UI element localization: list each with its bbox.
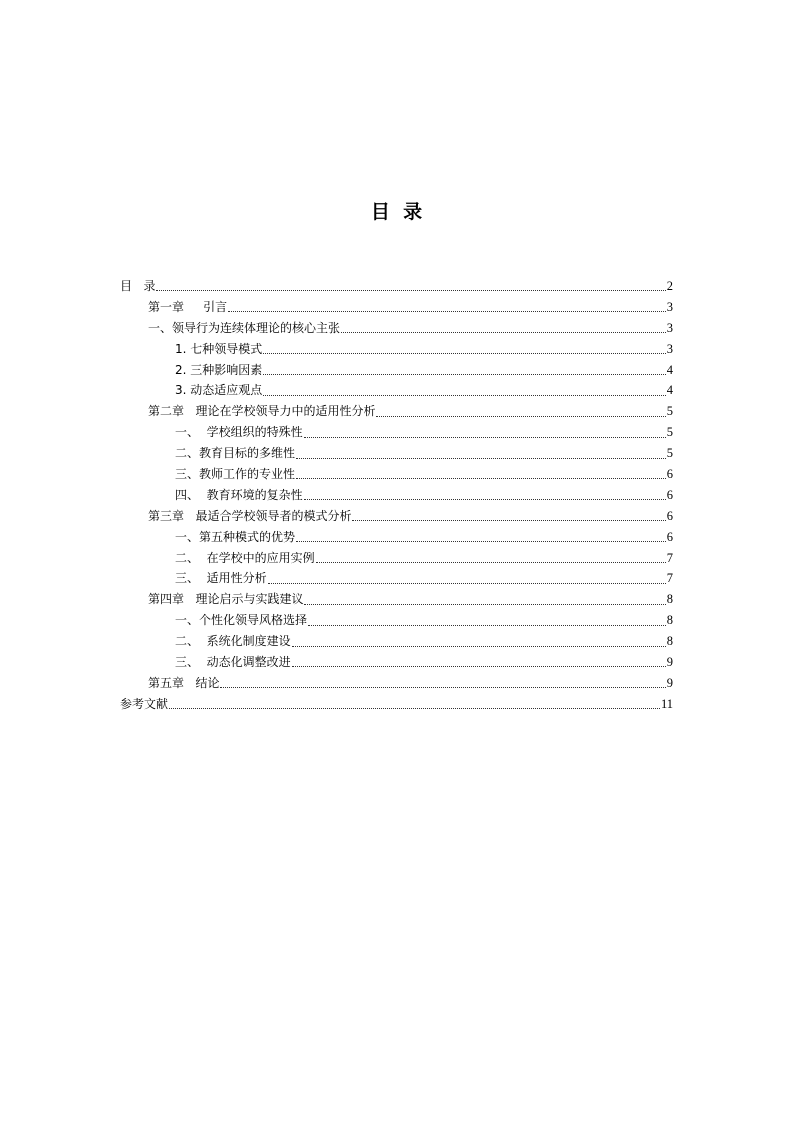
toc-entry-page: 9	[666, 675, 673, 690]
toc-entry-page: 7	[666, 571, 673, 586]
toc-entry-label: 三、 适用性分析	[175, 571, 267, 586]
toc-entry[interactable]	[120, 380, 673, 401]
dot-leader	[316, 561, 666, 563]
toc-entry-page: 5	[666, 446, 673, 461]
toc-entry-page: 6	[666, 487, 673, 502]
toc-entry-label: 第二章 理论在学校领导力中的适用性分析	[148, 404, 376, 419]
toc-entry-label: 二、教育目标的多维性	[175, 446, 296, 461]
dot-leader	[292, 665, 666, 667]
toc-entry-page: 4	[666, 362, 673, 377]
toc-entry-label: 第五章 结论	[148, 675, 220, 690]
dot-leader	[268, 582, 666, 584]
toc-entry-label: 第三章 最适合学校领导者的模式分析	[148, 508, 352, 523]
toc-entry[interactable]	[120, 527, 673, 548]
dot-leader	[296, 477, 666, 479]
toc-entry-label: 一、领导行为连续体理论的核心主张	[148, 320, 341, 335]
toc-entry-page: 3	[666, 299, 673, 314]
toc-title: 目 录	[370, 201, 423, 223]
toc-entry-page: 3	[666, 341, 673, 356]
toc-entry-label: 二、 系统化制度建设	[175, 634, 291, 649]
toc-entry[interactable]	[120, 318, 673, 339]
toc-entry-page: 8	[666, 634, 673, 649]
toc-entry-page: 6	[666, 529, 673, 544]
toc-entry-page: 2	[666, 279, 673, 293]
dot-leader	[220, 686, 665, 688]
toc-entry[interactable]	[120, 360, 673, 381]
dot-leader	[296, 540, 666, 542]
toc-entry-label: 三、 动态化调整改进	[175, 655, 291, 670]
toc-entry-label: 四、 教育环境的复杂性	[175, 487, 303, 502]
toc-entry-label: 目 录	[120, 279, 156, 293]
toc-entry[interactable]	[120, 631, 673, 652]
dot-leader	[341, 331, 666, 333]
toc-entry[interactable]	[120, 673, 673, 694]
toc-list	[120, 276, 673, 715]
toc-entry-page: 5	[666, 404, 673, 419]
toc-entry[interactable]	[120, 276, 673, 297]
toc-entry-page: 6	[666, 508, 673, 523]
dot-leader	[296, 457, 666, 459]
toc-entry[interactable]	[120, 401, 673, 422]
toc-entry-label: 3. 动态适应观点	[175, 383, 263, 398]
dot-leader	[169, 707, 660, 709]
toc-entry-page: 8	[666, 592, 673, 607]
toc-entry-label: 参考文献	[120, 696, 169, 711]
toc-entry[interactable]	[120, 464, 673, 485]
toc-entry[interactable]	[120, 589, 673, 610]
toc-entry[interactable]	[120, 652, 673, 673]
toc-entry-page: 5	[666, 425, 673, 440]
dot-leader	[263, 373, 665, 375]
dot-leader	[304, 498, 666, 500]
toc-entry[interactable]	[120, 548, 673, 569]
toc-entry-page: 3	[666, 320, 673, 335]
toc-entry-label: 第一章 引言	[148, 299, 228, 314]
dot-leader	[263, 352, 665, 354]
toc-entry[interactable]	[120, 568, 673, 589]
toc-entry[interactable]	[120, 506, 673, 527]
dot-leader	[263, 394, 665, 396]
toc-entry-label: 1. 七种领导模式	[175, 341, 263, 356]
dot-leader	[304, 436, 666, 438]
toc-entry-page: 4	[666, 383, 673, 398]
toc-entry-label: 一、个性化领导风格选择	[175, 613, 308, 628]
toc-entry-label: 2. 三种影响因素	[175, 362, 263, 377]
toc-entry-label: 第四章 理论启示与实践建议	[148, 592, 304, 607]
toc-entry-page: 11	[660, 696, 673, 711]
dot-leader	[228, 310, 666, 312]
toc-entry-page: 9	[666, 655, 673, 670]
dot-leader	[292, 645, 666, 647]
toc-entry-label: 一、 学校组织的特殊性	[175, 425, 303, 440]
toc-entry-page: 7	[666, 550, 673, 565]
toc-entry-label: 二、 在学校中的应用实例	[175, 550, 315, 565]
toc-entry[interactable]	[120, 610, 673, 631]
toc-entry[interactable]	[120, 339, 673, 360]
toc-entry[interactable]	[120, 297, 673, 318]
dot-leader	[376, 415, 665, 417]
toc-entry[interactable]	[120, 485, 673, 506]
toc-entry-page: 8	[666, 613, 673, 628]
toc-entry[interactable]	[120, 422, 673, 443]
dot-leader	[352, 519, 665, 521]
toc-entry-label: 一、第五种模式的优势	[175, 529, 296, 544]
toc-entry-label: 三、教师工作的专业性	[175, 467, 296, 482]
toc-entry[interactable]	[120, 443, 673, 464]
dot-leader	[304, 603, 665, 605]
toc-entry[interactable]	[120, 694, 673, 715]
toc-entry-page: 6	[666, 467, 673, 482]
dot-leader	[156, 289, 665, 291]
dot-leader	[308, 624, 666, 626]
